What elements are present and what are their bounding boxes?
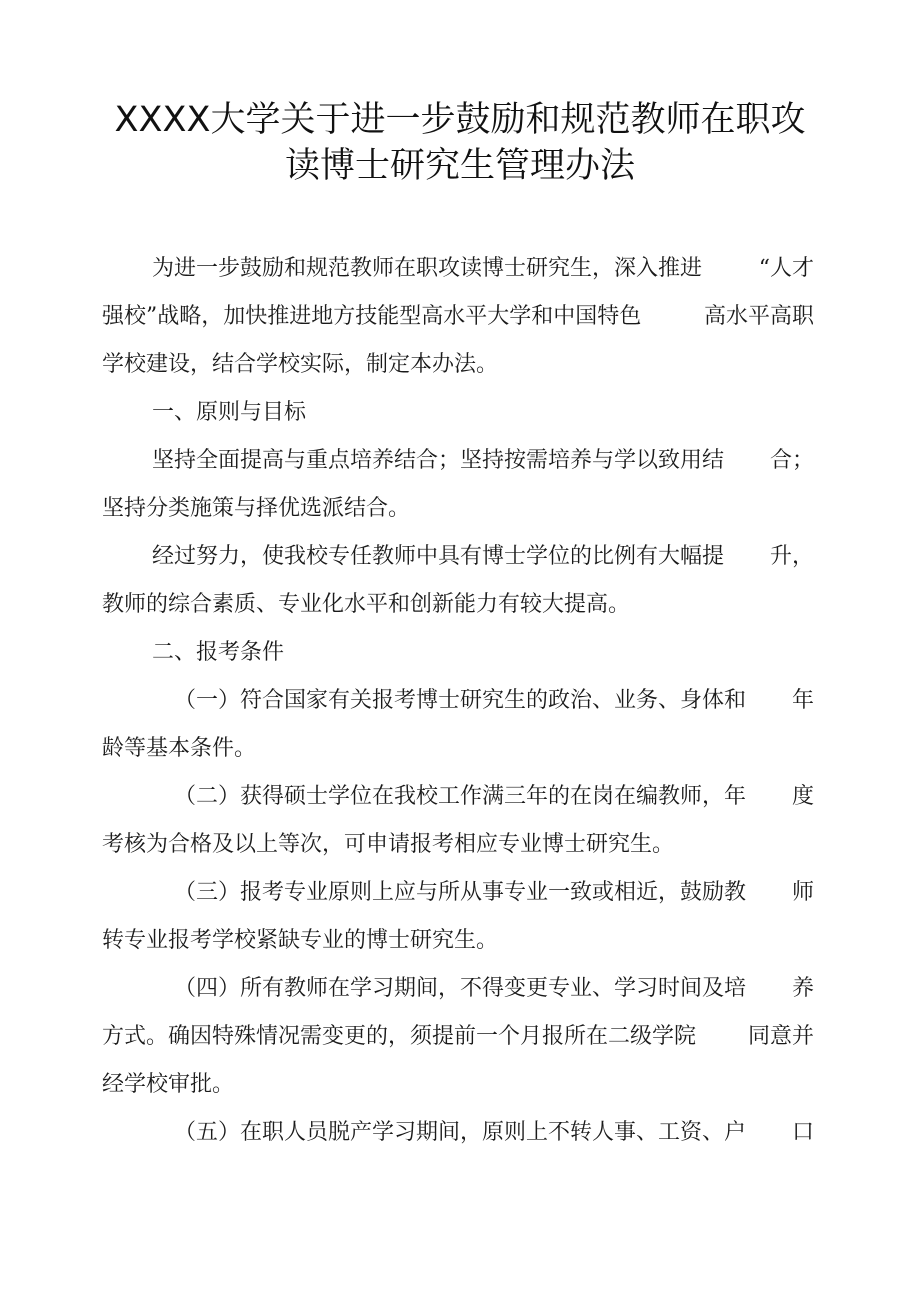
body-line-tail: 合；: [769, 448, 814, 473]
body-line: [102, 302, 814, 332]
body-line-tail: 高水平高职: [703, 304, 814, 329]
body-line: [152, 446, 814, 476]
body-line-tail: “人才: [758, 256, 814, 281]
body-line-text: （三）报考专业原则上应与所从事专业一致或相近，鼓励教: [174, 880, 747, 905]
body-line: [174, 878, 814, 908]
body-line-tail: 口: [791, 1120, 814, 1145]
body-line: [174, 1118, 814, 1148]
body-line: 转专业报考学校紧缺专业的博士研究生。: [102, 928, 499, 953]
body-line-text: 经过努力，使我校专任教师中具有博士学位的比例有大幅提: [152, 544, 725, 569]
body-line: [102, 1022, 814, 1052]
body-line: 学校建设，结合学校实际，制定本办法。: [102, 352, 499, 377]
body-line-text: （一）符合国家有关报考博士研究生的政治、业务、身体和: [174, 688, 747, 713]
body-line-tail: 同意并: [747, 1024, 814, 1049]
body-line: 龄等基本条件。: [102, 736, 257, 761]
body-line: 考核为合格及以上等次，可申请报考相应专业博士研究生。: [102, 832, 675, 857]
body-line: 经学校审批。: [102, 1072, 235, 1097]
document-title-line-1: XXXX大学关于进一步鼓励和规范教师在职攻: [114, 100, 806, 140]
body-line-tail: 度: [791, 784, 814, 809]
body-line: 教师的综合素质、专业化水平和创新能力有较大提高。: [102, 592, 631, 617]
body-line-tail: 师: [791, 880, 814, 905]
body-line-text: （二）获得硕士学位在我校工作满三年的在岗在编教师，年: [174, 784, 747, 809]
body-line-text: （四）所有教师在学习期间，不得变更专业、学习时间及培: [174, 976, 747, 1001]
body-line-text: 坚持全面提高与重点培养结合；坚持按需培养与学以致用结: [152, 448, 725, 473]
body-line-text: 方式。确因特殊情况需变更的，须提前一个月报所在二级学院: [102, 1024, 697, 1049]
section-heading: 一、原则与目标: [152, 400, 307, 425]
body-line-text: 为进一步鼓励和规范教师在职攻读博士研究生，深入推进: [152, 256, 703, 281]
body-line: [152, 542, 814, 572]
body-line-text: 强校”战略，加快推进地方技能型高水平大学和中国特色: [102, 304, 642, 329]
body-line-tail: 年: [791, 688, 814, 713]
document-title-line-2: 读博士研究生管理办法: [284, 146, 635, 186]
body-line-text: （五）在职人员脱产学习期间，原则上不转人事、工资、户: [174, 1120, 747, 1145]
body-line: [174, 686, 814, 716]
body-line-tail: 升，: [769, 544, 814, 569]
section-heading: 二、报考条件: [152, 640, 285, 665]
body-line: [174, 782, 814, 812]
body-line: 坚持分类施策与择优选派结合。: [102, 496, 411, 521]
body-line: [174, 974, 814, 1004]
body-line-tail: 养: [791, 976, 814, 1001]
body-line: [152, 254, 814, 284]
